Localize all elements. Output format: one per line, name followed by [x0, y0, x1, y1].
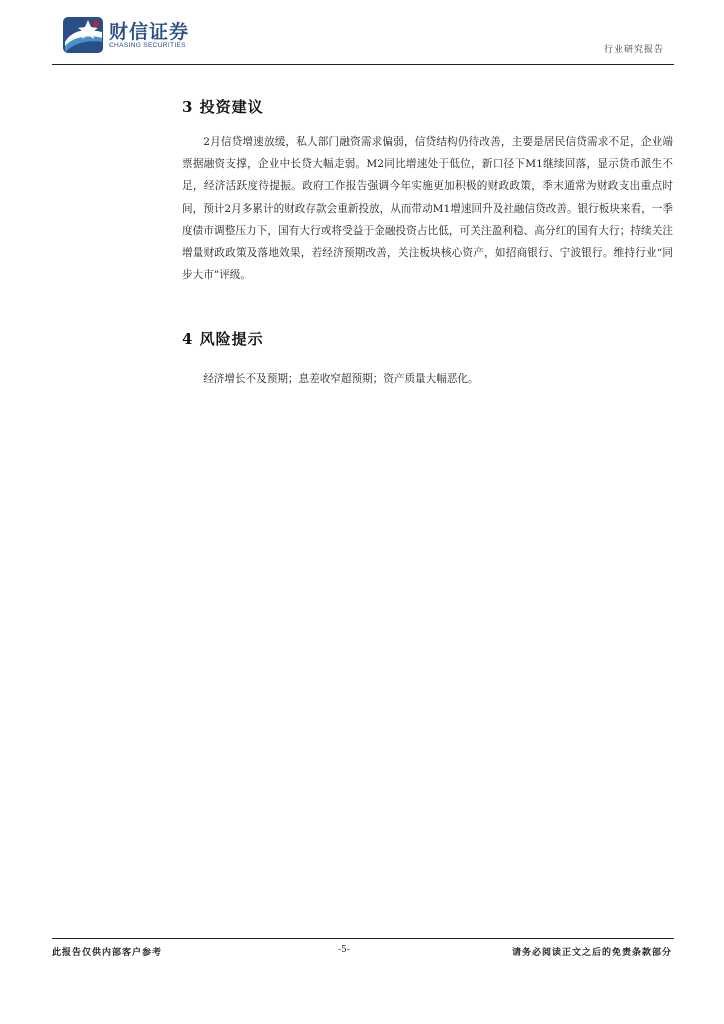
- page-number: -5-: [338, 945, 350, 955]
- footer-disclaimer-left: 此报告仅供内部客户参考: [52, 948, 163, 958]
- section-title-risk-warning: 4 风险提示: [182, 330, 264, 348]
- report-type-label: 行业研究报告: [603, 45, 664, 55]
- company-logo: [62, 16, 222, 56]
- risk-warning-paragraph: 经济增长不及预期；息差收窄超预期；资产质量大幅恶化。: [203, 373, 479, 385]
- logo-chinese-name: 财信证券: [109, 21, 190, 43]
- footer-divider: [52, 938, 674, 939]
- section-title-investment-advice: 3 投资建议: [182, 98, 264, 116]
- logo-english-name: CHASING SECURITIES: [109, 42, 186, 49]
- footer-disclaimer-right: 请务必阅读正文之后的免责条款部分: [511, 948, 672, 958]
- logo-mark-icon: [62, 16, 104, 54]
- header-divider: [52, 64, 674, 65]
- investment-advice-paragraph: 2月信贷增速放缓，私人部门融资需求偏弱，信贷结构仍待改善，主要是居民信贷需求不足，企业端票据融资支撑，企业中长贷大幅走弱。M2同比增速处于低位，新口径下M1继续回落，显示货币派生不足，经济活跃度待提振。政府工作报告强调今年实施更加积极的财政政策，季末通常为财政支出重点时间，预计2月多累计的财政存款会重新投放，从而带动M1增速回升及社融信贷改善。银行板块来看，一季度债市调整压力下，国有大行或将受益于金融投资占比低，可关注盈利稳、高分红的国有大行；持续关注增量财政政策及落地效果，若经济预期改善，关注板块核心资产，如招商银行、宁波银行。维持行业“同步大市”评级。: [182, 136, 673, 282]
